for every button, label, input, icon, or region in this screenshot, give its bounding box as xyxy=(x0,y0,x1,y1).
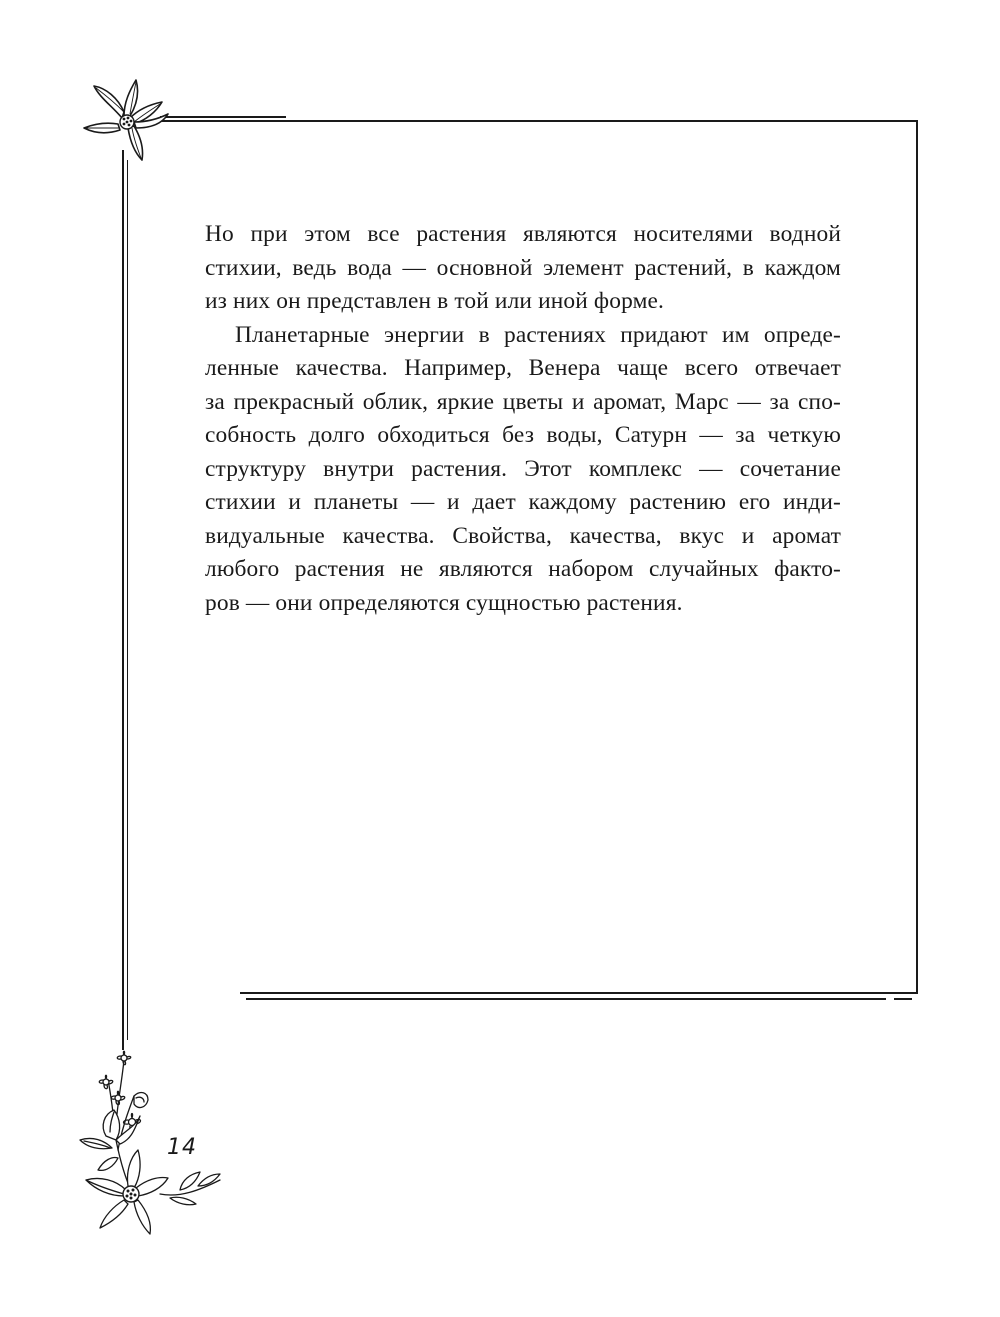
text-line: любого растения не являются набором случайных факто- xyxy=(205,556,841,582)
frame-bottom-dash xyxy=(894,998,912,1000)
text-line: структуру внутри растения. Этот комплекс — сочетание xyxy=(205,455,841,482)
text-line: стихии и планеты — и дает каждому растению его инди- xyxy=(205,489,841,515)
text-line: из них он представлен в той или иной форме. xyxy=(205,288,665,314)
text-line: Но при этом все растения являются носителями водной xyxy=(205,221,841,247)
frame-top-line xyxy=(160,120,918,122)
text-line: собность долго обходиться без воды, Сатурн — за четкую xyxy=(205,422,841,448)
text-line: ров — они определяются сущностью растения. xyxy=(205,589,683,616)
frame-right-line xyxy=(916,120,918,994)
page-number: 14 xyxy=(167,1135,197,1160)
text-line: ленные качества. Например, Венера чаще всего отвечает xyxy=(205,355,841,381)
text-line: Планетарные энергии в растениях придают им опреде- xyxy=(235,321,841,348)
frame-bottom-line xyxy=(240,992,918,994)
frame-left-inner-line xyxy=(127,160,128,1040)
body-paragraphs xyxy=(205,218,841,620)
text-line: стихии, ведь вода — основной элемент растений, в каждом xyxy=(205,254,841,281)
text-line: за прекрасный облик, яркие цветы и аромат, Марс — за спо- xyxy=(205,388,841,415)
frame-bottom-under-line xyxy=(246,998,886,1000)
text-line: видуальные качества. Свойства, качества, вкус и аромат xyxy=(205,522,841,549)
floral-bouquet-icon xyxy=(70,1040,240,1240)
frame-top-accent-line xyxy=(160,116,286,118)
frame-left-line xyxy=(122,150,124,1050)
lily-flower-icon xyxy=(78,78,178,168)
